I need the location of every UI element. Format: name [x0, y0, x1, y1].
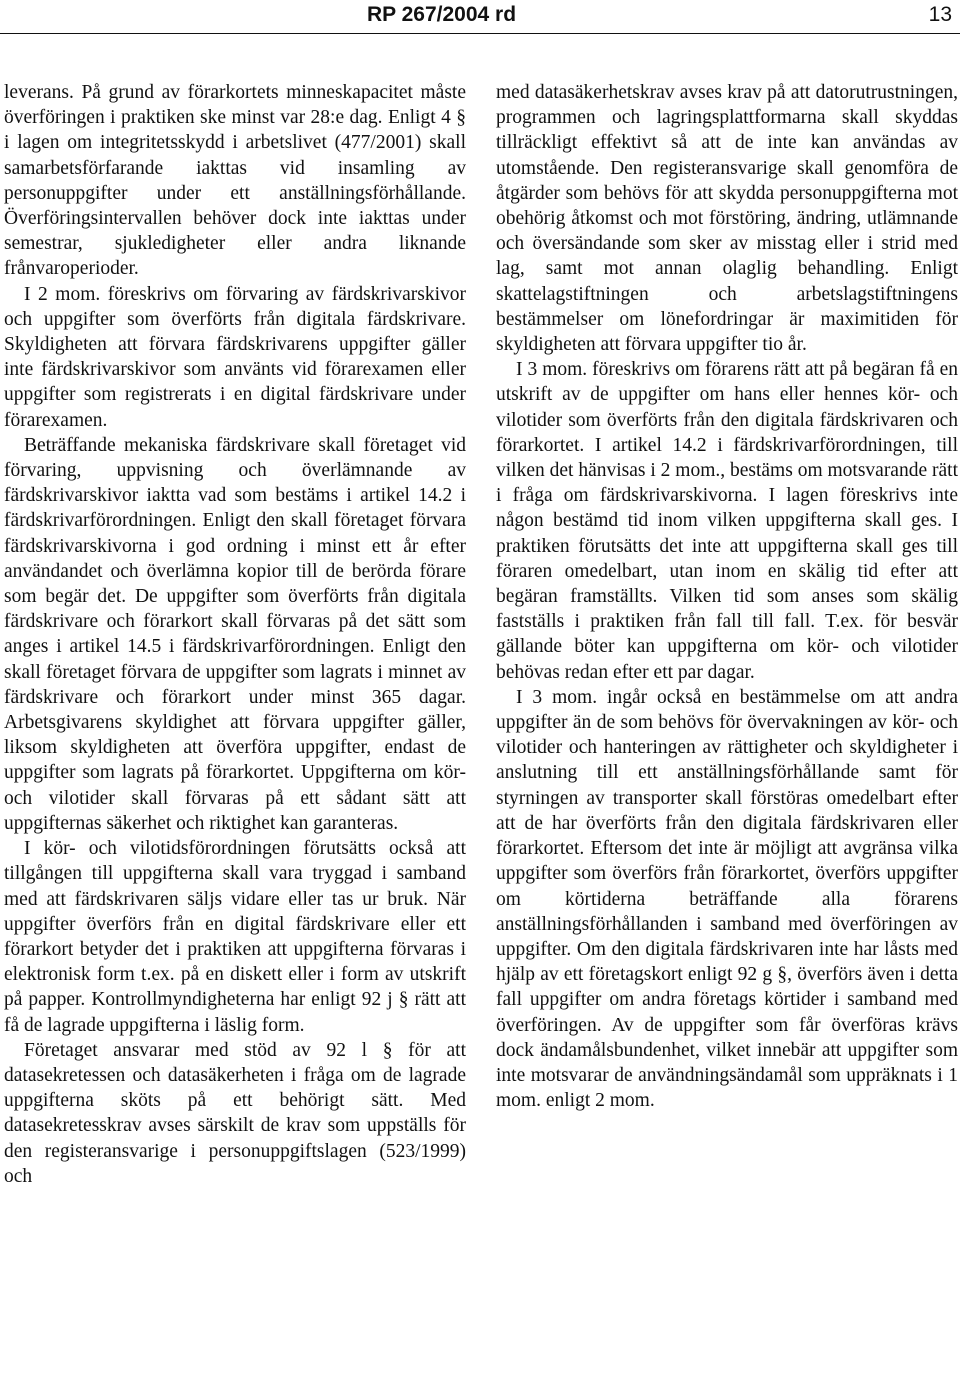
paragraph: leverans. På grund av förarkortets minneskapacitet måste överföringen i praktiken ske minst var 28:e dag. Enligt 4 § i lagen om integritetsskydd i arbetslivet (477/2001) skall samarbetsförfarande iakttas vid insamling av personuppgifter under ett anställningsförhållande. Överföringsintervallen behöver dock inte iakttas under semestrar, sjukledigheter eller andra liknande frånvaroperioder. — [4, 82, 466, 280]
header-rule — [0, 33, 960, 34]
paragraph: I 3 mom. ingår också en bestämmelse om att andra uppgifter än de som behövs för övervakningen av kör- och vilotider och hanteringen av rättigheter och skyldigheter i anslutning till ett anställningsförhållande samt för styrningen av transporter skall förstöras omedelbart efter att de har överförts från den digitala färdskrivaren eller förarkortet. Eftersom det inte är möjligt att avgränsa vilka uppgifter som överförs från förarkortet, överförs uppgifter om körtiderna beträffande alla förarens anställningsförhållanden i samband med överföringen av uppgifter. Om den digitala färdskrivaren inte har låsts med hjälp av ett företagskort enligt 92 g §, överförs även i detta fall uppgifter om andra företags körtider i samband med överföringen. Av de uppgifter som får överföras krävs dock ändamålsbundenhet, vilket innebär att uppgifter som inte motsvarar de användningsändamål som uppräknats i 1 mom. enligt 2 mom. — [496, 686, 958, 1112]
left-column — [4, 80, 466, 1189]
paragraph: Beträffande mekaniska färdskrivare skall företaget vid förvaring, uppvisning och överlämnande av färdskrivarskivor iaktta vad som bestäms i artikel 14.2 i färdskrivarförordningen. Enligt den skall företaget förvara färdskrivarskivorna i god ordning i minst ett år efter användandet och överlämna kopior till de berörda förare som begär det. De uppgifter som överförts från digitala färdskrivare och förarkort skall förvaras på det sätt som anges i artikel 14.5 i färdskrivarförordningen. Enligt den skall företaget förvara de uppgifter som lagrats i minnet av färdskrivare och förarkort under minst 365 dagar. Arbetsgivarens skyldighet att förvara uppgifter gäller, liksom skyldigheten att överföra uppgifter, endast de uppgifter som lagrats på förarkortet. Uppgifterna om kör- och vilotider skall förvaras på ett sådant sätt att uppgifternas säkerhet och riktighet kan garanteras. — [4, 434, 466, 834]
right-column — [496, 80, 958, 1113]
paragraph: med datasäkerhetskrav avses krav på att datorutrustningen, programmen och lagringsplattformarna skall skyddas tillräckligt effektivt så att de inte kan användas av utomstående. Den registeransvarige skall genomföra de åtgärder som behövs för att skydda personuppgifterna mot obehörig åtkomst och mot förstöring, ändring, utlämnande och översändande som sker av misstag eller i strid med lag, samt mot annan olaglig behandling. Enligt skattelagstiftningen och arbetslagstiftningens bestämmelser om lönefordringar är maximitiden för skyldigheten att förvara uppgifter tio år. — [496, 82, 958, 356]
page-number: 13 — [928, 3, 952, 26]
page-header — [0, 0, 960, 40]
paragraph: I 3 mom. föreskrivs om förarens rätt att på begäran få en utskrift av de uppgifter om hans eller hennes kör- och vilotider som överförts från den digitala färdskrivaren och förarkortet. I artikel 14.2 i färdskrivarförordningen, till vilken det hänvisas i 2 mom., bestäms om motsvarande rätt i fråga om färdskrivarskivorna. I lagen föreskrivs inte någon bestämd tid inom vilken uppgifterna skall ges. I praktiken förutsätts det inte att uppgifterna skall ges till föraren omedelbart, utan inom en skälig tid efter att begäran framställts. Vilken tid som anses som skälig fastställs i praktiken från fall till fall. T.ex. för besvär gällande böter kan uppgifterna om kör- och vilotider behövas redan efter ett par dagar. — [496, 359, 958, 683]
paragraph: Företaget ansvarar med stöd av 92 l § för att datasekretessen och datasäkerheten i fråga om de lagrade uppgifterna sköts på ett behörigt sätt. Med datasekretesskrav avses särskilt de krav som uppställs för den registeransvarige i personuppgiftslagen (523/1999) och — [4, 1039, 466, 1187]
paragraph: I 2 mom. föreskrivs om förvaring av färdskrivarskivor och uppgifter som överförts från digitala färdskrivare. Skyldigheten att förvara färdskrivarens uppgifter gäller inte färdskrivarskivor som använts vid förarexamen eller uppgifter som registrerats i en digital färdskrivare under förarexamen. — [4, 283, 466, 431]
paragraph: I kör- och vilotidsförordningen förutsätts också att tillgången till uppgifterna skall vara tryggad i samband med att färdskrivaren säljs vidare eller tas ur bruk. När uppgifter överförs från en digital färdskrivare eller ett förarkort betyder det i praktiken att uppgifterna förvaras i elektronisk form t.ex. på en diskett eller i form av utskrift på papper. Kontrollmyndigheterna har enligt 92 j § rätt att få de lagrade uppgifterna i läslig form. — [4, 838, 466, 1036]
document-reference: RP 267/2004 rd — [367, 3, 517, 26]
